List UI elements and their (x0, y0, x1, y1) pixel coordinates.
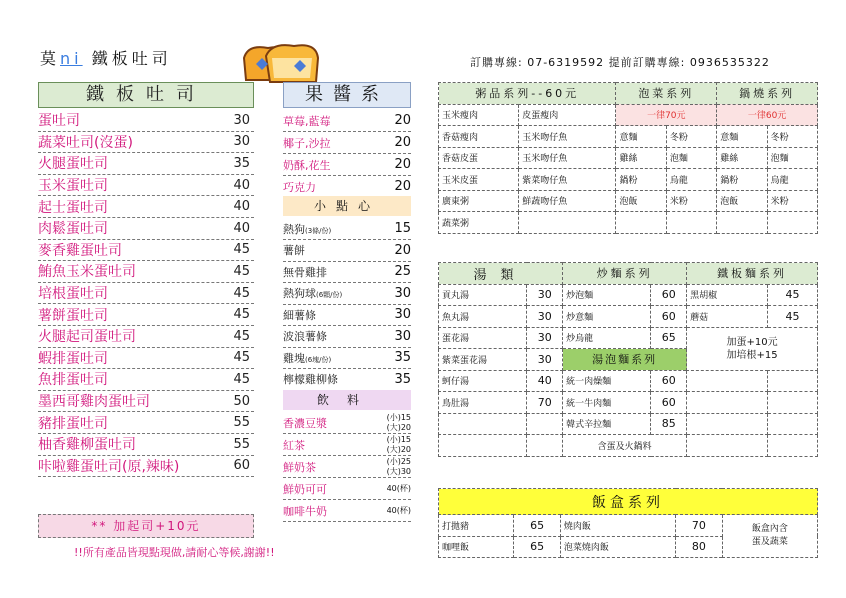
soupnoodle-cell: 韓式辛拉麵 (563, 413, 651, 435)
snack-item-name (283, 264, 381, 280)
congee-cell: 蔬菜粥 (439, 212, 519, 234)
soupnoodle-price: 60 (651, 370, 687, 392)
bento-note: 飯盒內含 蛋及蔬菜 (722, 515, 817, 558)
toast-item-price: 60 (233, 458, 250, 474)
snack-item-label: 細薯條 (283, 308, 316, 322)
soup-cell: 魚丸湯 (439, 306, 527, 328)
drink-item-name: 鮮奶可可 (283, 482, 327, 496)
toast-item (38, 348, 254, 370)
bento-price: 65 (514, 515, 561, 537)
guoshao-price: 一律60元 (717, 104, 818, 126)
jam-item (283, 110, 411, 132)
toast-item-price: 40 (233, 199, 250, 215)
snack-item-price: 35 (394, 350, 411, 365)
guoshao-cell: 烏龍 (767, 169, 817, 191)
bento-table (438, 488, 818, 558)
drink-item-name: 香濃豆漿 (283, 416, 327, 430)
congee-cell: 玉米吻仔魚 (519, 147, 616, 169)
toast-item-price: 55 (233, 436, 250, 452)
toast-item-name: 麥香雞蛋吐司 (38, 242, 122, 259)
soup-price: 30 (527, 349, 563, 371)
snack-item-price: 30 (394, 328, 411, 344)
toast-item (38, 412, 254, 434)
snack-item-label: 波浪薯條 (283, 330, 327, 343)
toast-item (38, 110, 254, 132)
drink-item (283, 456, 411, 478)
toast-item (38, 196, 254, 218)
snack-item (283, 369, 411, 391)
toast-item-price: 45 (233, 285, 250, 301)
toast-item-name: 起士蛋吐司 (38, 199, 108, 216)
fried-title: 炒麵系列 (563, 263, 687, 285)
congee-cell: 紫菜吻仔魚 (519, 169, 616, 191)
toast-item (38, 153, 254, 175)
snack-item (283, 261, 411, 283)
snack-title: 小點心 (283, 196, 411, 216)
soup-price: 30 (527, 284, 563, 306)
snack-item-label: 雞塊 (283, 351, 305, 365)
soup-price: 30 (527, 327, 563, 349)
toast-item-price: 45 (233, 350, 250, 366)
bento-cell: 打拋豬 (439, 515, 514, 537)
jam-item (283, 154, 411, 176)
paocai-title: 泡菜系列 (616, 83, 717, 105)
griddle-extras: 加蛋+10元 加培根+15 (687, 327, 818, 370)
toast-item-name: 咔啦雞蛋吐司(原,辣味) (38, 458, 180, 475)
griddle-cell: 蘑菇 (687, 306, 768, 328)
griddle-title: 鐵板麵系列 (687, 263, 818, 285)
snack-item-name (283, 307, 381, 323)
toast-item-name: 蝦排蛋吐司 (38, 350, 108, 367)
snack-item (283, 347, 411, 369)
soup-price: 30 (527, 306, 563, 328)
jam-item-price: 20 (394, 113, 411, 128)
congee-cell: 香菇皮蛋 (439, 147, 519, 169)
toast-item (38, 218, 254, 240)
snack-item-price: 20 (394, 242, 411, 258)
jam-item-name: 奶酥,花生 (283, 158, 331, 172)
guoshao-title: 鍋燒系列 (717, 83, 818, 105)
guoshao-cell: 意麵 (717, 126, 767, 148)
notice: !!所有產品皆現點現做,請耐心等候,謝謝!! (74, 546, 275, 559)
fried-price: 60 (651, 306, 687, 328)
soupnoodle-price: 85 (651, 413, 687, 435)
toast-item (38, 283, 254, 305)
snack-item (283, 283, 411, 305)
congee-cell (519, 212, 616, 234)
jam-item (283, 132, 411, 154)
drink-price-small: 40(杯) (386, 505, 411, 515)
toast-item (38, 132, 254, 154)
snack-item-price: 30 (394, 285, 411, 301)
soup-cell: 紫菜蛋花湯 (439, 349, 527, 371)
congee-cell: 廣東粥 (439, 190, 519, 212)
fried-cell: 炒泡麵 (563, 284, 651, 306)
toast-item (38, 369, 254, 391)
drink-item-price (377, 413, 411, 433)
soup-table (438, 262, 818, 457)
guoshao-cell: 泡麵 (767, 147, 817, 169)
snack-item-note: (6塊/份) (305, 355, 332, 364)
toast-item-name: 培根蛋吐司 (38, 286, 108, 303)
soupnoodle-price: 60 (651, 392, 687, 414)
snack-item-price: 15 (394, 221, 411, 236)
congee-cell: 玉米皮蛋 (439, 169, 519, 191)
snack-item-name (283, 242, 381, 258)
bento-title: 飯盒系列 (439, 489, 818, 515)
drink-item (283, 478, 411, 500)
paocai-cell: 雞絲 (616, 147, 666, 169)
snack-item-name (283, 221, 381, 237)
congee-cell: 玉米瘦肉 (439, 104, 519, 126)
jam-item-name: 草莓,藍莓 (283, 114, 331, 128)
guoshao-cell: 雞絲 (717, 147, 767, 169)
snack-item-price: 25 (394, 264, 411, 279)
toast-item-price: 30 (233, 112, 250, 128)
toast-item (38, 326, 254, 348)
soup-cell: 蚵仔湯 (439, 370, 527, 392)
snack-item-name (283, 371, 381, 387)
toast-item-name: 火腿蛋吐司 (38, 156, 108, 173)
snack-item (283, 326, 411, 348)
congee-cell: 玉米吻仔魚 (519, 126, 616, 148)
drink-item (283, 500, 411, 522)
toast-logo-icon (238, 40, 320, 86)
paocai-cell: 鍋粉 (616, 169, 666, 191)
order-phone: 訂購專線: 07-6319592 提前訂購專線: 0936535322 (470, 56, 770, 69)
soup-title: 湯類 (439, 263, 563, 285)
bento-cell: 咖哩飯 (439, 536, 514, 558)
toast-item-price: 30 (233, 134, 250, 150)
soup-cell: 鳥肚湯 (439, 392, 527, 414)
toast-item (38, 391, 254, 413)
jam-item-name: 巧克力 (283, 180, 316, 194)
snack-item-note: (6顆/份) (316, 291, 343, 299)
fried-price: 60 (651, 284, 687, 306)
jam-item-price: 20 (394, 179, 411, 194)
drink-item-price (377, 506, 411, 516)
paocai-cell: 烏龍 (666, 169, 716, 191)
snack-item-name (283, 350, 381, 366)
bento-cell: 燒肉飯 (560, 515, 675, 537)
bento-price: 80 (676, 536, 723, 558)
toast-item-name: 鮪魚玉米蛋吐司 (38, 264, 136, 281)
fried-price: 65 (651, 327, 687, 349)
drinks-title: 飲料 (283, 390, 411, 410)
toast-item (38, 456, 254, 478)
griddle-price: 45 (768, 284, 818, 306)
snack-item (283, 218, 411, 240)
drink-price-small: 40(杯) (386, 483, 411, 493)
drink-price-large: (大)30 (386, 466, 411, 476)
toast-item-name: 蛋吐司 (38, 113, 80, 130)
toast-item (38, 175, 254, 197)
toast-item (38, 261, 254, 283)
toast-item-name: 火腿起司蛋吐司 (38, 329, 136, 346)
soupnoodle-cell: 統一牛肉麵 (563, 392, 651, 414)
snack-item-label: 薯餅 (283, 244, 305, 257)
griddle-cell: 黑胡椒 (687, 284, 768, 306)
paocai-cell: 冬粉 (666, 126, 716, 148)
toast-item-price: 40 (233, 220, 250, 236)
congee-cell: 皮蛋瘦肉 (519, 104, 616, 126)
jam-item (283, 176, 411, 198)
drink-price-small: (小)15 (386, 412, 411, 422)
toast-item-price: 35 (233, 155, 250, 171)
snack-item-price: 30 (394, 307, 411, 322)
congee-cell: 香菇瘦肉 (439, 126, 519, 148)
snack-item-price: 35 (394, 371, 411, 387)
congee-cell: 鮮蔬吻仔魚 (519, 190, 616, 212)
drink-price-large: (大)20 (386, 444, 411, 454)
toast-item-name: 薯餅蛋吐司 (38, 307, 108, 324)
toast-item-price: 45 (233, 371, 250, 387)
toast-item-price: 45 (233, 263, 250, 279)
drink-price-large: (大)20 (386, 422, 411, 432)
snack-item-note: (3條/份) (305, 226, 332, 235)
toast-item (38, 304, 254, 326)
toast-item-name: 豬排蛋吐司 (38, 415, 108, 432)
drink-item (283, 412, 411, 434)
jam-item-price: 20 (394, 135, 411, 150)
paocai-cell: 米粉 (666, 190, 716, 212)
drink-item (283, 434, 411, 456)
soupnoodle-note: 含蛋及火鍋料 (563, 435, 687, 457)
toast-item (38, 434, 254, 456)
paocai-cell: 意麵 (616, 126, 666, 148)
drink-item-price (377, 457, 411, 477)
toast-item-price: 40 (233, 177, 250, 193)
toast-item-price: 45 (233, 328, 250, 344)
snack-item-label: 檸檬雞柳條 (283, 373, 338, 386)
soup-cell: 蛋花湯 (439, 327, 527, 349)
toast-item-name: 墨西哥雞肉蛋吐司 (38, 394, 150, 411)
snack-item (283, 240, 411, 262)
addon-cheese: ** 加起司+10元 (38, 514, 254, 538)
paocai-cell: 泡麵 (666, 147, 716, 169)
drink-item-name: 咖啡牛奶 (283, 504, 327, 518)
toast-item-name: 蔬菜吐司(沒蛋) (38, 134, 133, 151)
jam-title: 果醬系 (283, 82, 411, 108)
bento-cell: 泡菜燒肉飯 (560, 536, 675, 558)
snack-item-label: 熱狗球 (283, 287, 316, 300)
drink-price-small: (小)15 (386, 434, 411, 444)
toast-item-price: 45 (233, 242, 250, 258)
guoshao-cell: 冬粉 (767, 126, 817, 148)
fried-cell: 炒烏龍 (563, 327, 651, 349)
snack-item-name (283, 285, 381, 301)
toast-item-name: 魚排蛋吐司 (38, 372, 108, 389)
guoshao-cell: 泡飯 (717, 190, 767, 212)
toast-item (38, 240, 254, 262)
guoshao-cell: 鍋粉 (717, 169, 767, 191)
snack-item-label: 無骨雞排 (283, 265, 327, 279)
jam-item-price: 20 (394, 157, 411, 172)
snack-item (283, 304, 411, 326)
soupnoodle-title: 湯泡麵系列 (563, 349, 687, 371)
bento-price: 65 (514, 536, 561, 558)
soup-price: 70 (527, 392, 563, 414)
paocai-price: 一律70元 (616, 104, 717, 126)
toast-item-price: 55 (233, 415, 250, 431)
congee-title: 粥品系列--60元 (439, 83, 616, 105)
toast-title: 鐵板吐司 (38, 82, 254, 108)
soupnoodle-cell: 統一肉燥麵 (563, 370, 651, 392)
fried-cell: 炒意麵 (563, 306, 651, 328)
bento-price: 70 (676, 515, 723, 537)
drink-price-small: (小)25 (386, 456, 411, 466)
toast-item-price: 50 (233, 393, 250, 409)
toast-item-name: 玉米蛋吐司 (38, 178, 108, 195)
guoshao-cell: 米粉 (767, 190, 817, 212)
drink-item-price (377, 435, 411, 455)
jam-item-name: 椰子,沙拉 (283, 136, 331, 150)
griddle-price: 45 (768, 306, 818, 328)
drink-item-name: 鮮奶茶 (283, 460, 316, 474)
brand-name: 莫ni 鐵板吐司 (40, 49, 172, 68)
toast-item-price: 45 (233, 307, 250, 323)
snack-item-label: 熱狗 (283, 222, 305, 236)
paocai-cell: 泡飯 (616, 190, 666, 212)
drink-item-price (377, 484, 411, 494)
soup-cell: 貢丸湯 (439, 284, 527, 306)
toast-item-name: 柚香雞柳蛋吐司 (38, 437, 136, 454)
soup-price: 40 (527, 370, 563, 392)
toast-item-name: 肉鬆蛋吐司 (38, 221, 108, 238)
congee-table (438, 82, 818, 234)
snack-item-name (283, 328, 381, 344)
drink-item-name: 紅茶 (283, 438, 305, 452)
